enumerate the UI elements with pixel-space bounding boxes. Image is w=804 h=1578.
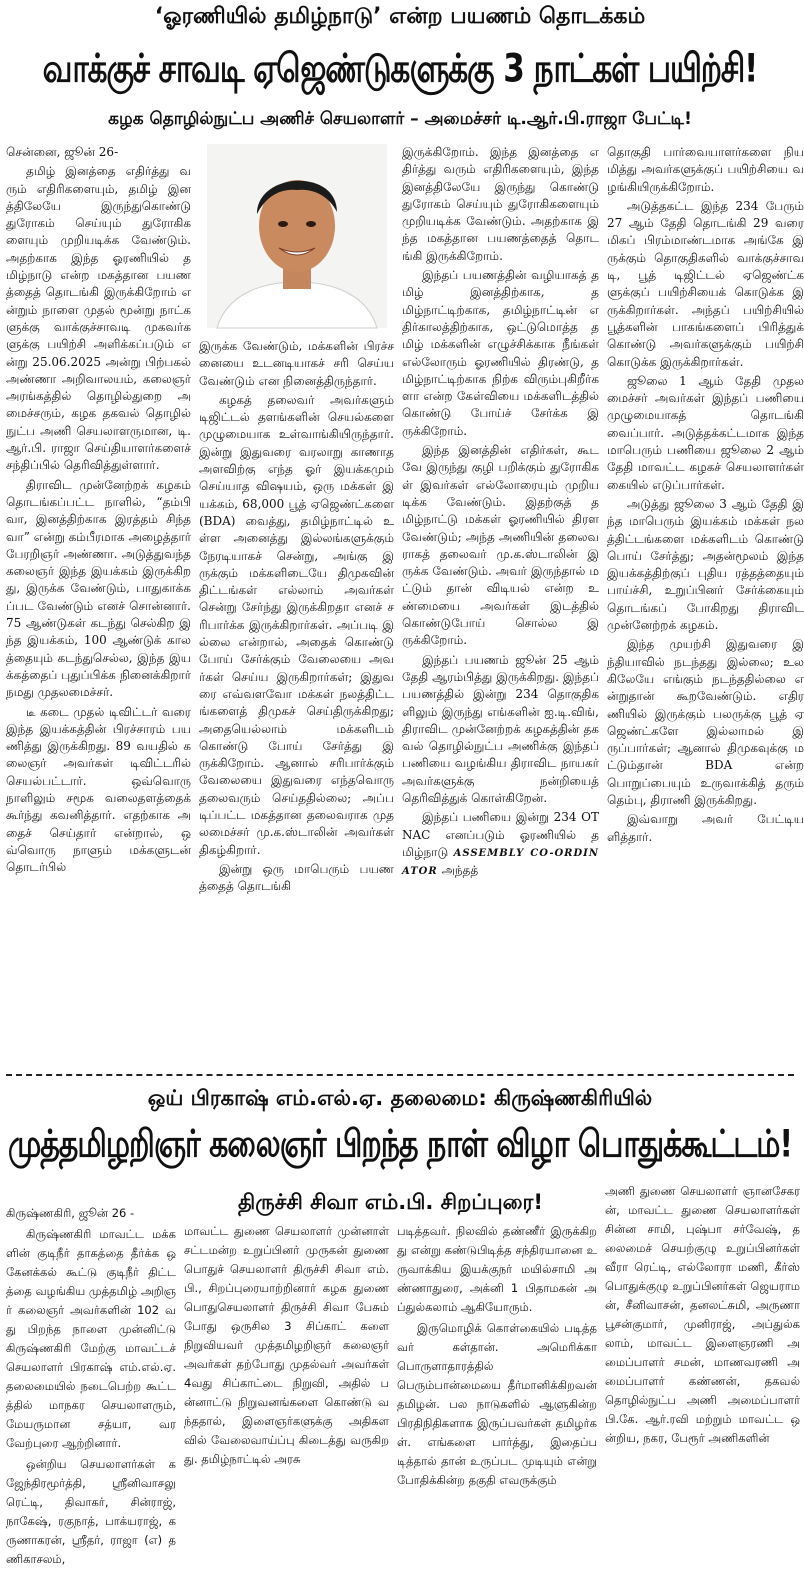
paragraph-text: இந்தப் பணியை இன்று 234 OTNAC எனப்படும் ஓரணியில் தமிழ்நாடு xyxy=(402,810,599,859)
paragraph: இந்தப் பயணம் ஜூன் 25 ஆம் தேதி ஆரம்பித்து இருக்கிறது. இந்தப் பயணத்தில் இன்று 234 தொகுதிகளிலும் இருந்து எங்களின் ஐ.டி.விங், திராவிட முன்னேற்றக் கழகத்தின் தகவல் தொழில்நுட்ப அணிக்கு இந்தப் பணியை வழங்கிய திராவிட நாயகர் அவர்களுக்கு நன்றியைத் தெரிவித்துக் கொள்கிறேன். xyxy=(402,652,599,805)
paragraph: கிருஷ்ணகிரி மாவட்ட மக்களின் குடிநீர் தாகத்தை தீர்க்க ஒகேனக்கல் கூட்டு குடிநீர் திட்டத்தை வழங்கிய முத்தமிழ் அறிஞர் கலைஞர் அவர்களின் 102 வது பிறந்த நாளை முன்னிட்டு கிருஷ்ணகிரி மேற்கு மாவட்டச் செயலாளர் பிரகாஷ் எம்.எல்.ஏ. தலைமையில் நடைபெற்ற கூட்டத்தில் மாநகர செயலாளரும், மேயருமான சத்யா, வரவேற்புரை ஆற்றினார். xyxy=(6,1227,176,1450)
article2-column-2 xyxy=(184,1222,389,1492)
paragraph-tail: அந்தத் xyxy=(441,863,479,878)
article2-column-3 xyxy=(397,1222,597,1492)
article1-column-3 xyxy=(402,144,599,1066)
article1-column-2 xyxy=(199,144,394,1066)
paragraph: இந்த முயற்சி இதுவரை இந்தியாவில் நடந்தது இல்லை; உலகிலேயே எங்கும் நடந்ததில்லை என்றுதான் கூறவேண்டும். எதிரணியில் இருக்கும் பலருக்கு பூத் ஏஜெண்ட்களே இல்லாமல் இருப்பார்கள்; ஆனால் திமுகவுக்கு மட்டும்தான் BDA என்ற பொறுப்பையும் உருவாக்கித் தரும் தெம்பு, திராணி இருக்கிறது. xyxy=(607,637,804,807)
paragraph: அடுத்தகட்ட இந்த 234 பேரும் 27 ஆம் தேதி தொடங்கி 29 வரை மிகப் பிரம்மாண்டமாக அங்கே இருக்கும் தொகுதிகளில் வாக்குச்சாவடி, பூத் டிஜிட்டல் ஏஜெண்ட்களுக்குப் பயிற்சியைக் கொடுக்க இருக்கிறார்கள். அந்தப் பயிற்சியில் பூத்களின் பாகங்களைப் பிரித்துக் கொண்டு அவர்களுக்கும் பயிற்சி கொடுக்க இருக்கிறார்கள். xyxy=(607,198,804,369)
article2-middle xyxy=(184,1182,597,1571)
paragraph: கழகத் தலைவர் அவர்களும் டிஜிட்டல் தளங்களின் செயல்களை முழுமையாக உள்வாங்கியிருந்தார். இன்று இதுவரை வரலாறு காணாத அளவிற்கு எந்த ஓர் இயக்கமும் செய்யாத விஷயம், ஒரு மக்கள் இயக்கம், 68,000 பூத் ஏஜெண்ட்களை (BDA) வைத்து, தமிழ்நாட்டில் உள்ள அனைத்து இல்லங்களுக்கும் நேரடியாகச் சென்று, அங்கு இருக்கும் மக்களிடையே திமுகவின் திட்டங்கள் எல்லாம் அவர்கள் சென்று சேர்ந்து இருக்கிறதா எனச் சரிபார்க்க இருக்கிறார்கள். அப்படி இல்லை என்றால், அதைக் கொண்டு போய் சேர்க்கும் வேலையை அவர்கள் செய்ய இருகிறார்கள்; இதுவரை எவ்வளவோ மக்கள் நலத்திட்டங்களைத் திமுகச் செய்திருக்கிறது; அதையெல்லாம் மக்களிடம் கொண்டு போய் சேர்த்து இருக்கிறோம். ஆனால் சரிபார்க்கும் வேலையை இதுவரை எந்தவொரு தலைவரும் செய்ததில்லை; அப்படிப்பட்ட மகத்தான தலைவராக முதலமைச்சர் மு.க.ஸ்டாலின் அவர்கள் திகழ்கிறார். xyxy=(199,392,394,857)
paragraph: இந்தப் பயணத்தின் வழியாகத் தமிழ் இனத்திற்காக, தமிழ்நாட்டிற்காக, தமிழ்நாட்டின் எதிர்காலத்திற்காக, ஒட்டுமொத்த தமிழ் மக்களின் எழுச்சிக்காக நீங்கள் எல்லோரும் ஓரணியில் திரண்டு, தமிழ்நாட்டிற்காக நிற்க விரும்புகிறீர்களா என்ற கேள்வியை மக்களிடத்தில் கொண்டு போய்ச் சேர்க்க இருக்கிறோம். xyxy=(402,268,599,438)
paragraph: திராவிட முன்னேற்றக் கழகம் தொடங்கப்பட்ட நாளில், “தம்பி வா, இனத்திற்காக இரத்தம் சிந்த வா” என்று கம்பீரமாக அழைத்தார் பேரறிஞர் அண்ணா. அடுத்துவந்த கலைஞர் இந்த இயக்கம் இருக்கிறது, இருக்க வேண்டும், பாதுகாக்கப்பட வேண்டும் எனச் சொன்னார். 75 ஆண்டுகள் கடந்து செல்கிற இந்த இயக்கம், 100 ஆண்டுக் காலத்தையும் கடந்துசெல்ல, இந்த இயக்கத்தைப் புதுப்பிக்க நினைக்கிறார் நமது முதலமைச்சர். xyxy=(6,477,191,700)
paragraph: இருமொழிக் கொள்கையில் படித்தவர் கள்தான். அமெரிக்கா பொருளாதாரத்தில் பெரும்பான்மையை தீர்மானிக்கிறவன் தமிழன். பல நாடுகளில் ஆளுகின்ற பிரதிநிதிகளாக இருப்பவர்கள் தமிழர்கள். எங்களை பார்த்து, இதைப்படித்தால் தான் உருப்பட முடியும் என்று போதிக்கின்ற தகுதி எவருக்கும் xyxy=(397,1321,597,1487)
paragraph: இந்த இனத்தின் எதிர்கள், கூடவே இருந்து குழி பறிக்கும் துரோகிகள் இவர்கள் எல்லோரையும் முறியடிக்க வேண்டும். இதற்குத் தமிழ்நாட்டு மக்கள் ஓரணியில் திரள வேண்டும்; அந்த அணியின் தலைவராகத் தலைவர் மு.க.ஸ்டாலின் இருக்க வேண்டும். அவர் இருந்தால் மட்டும் தான் விடியல் என்ற உண்மையை அவர்கள் இடத்தில் கொண்டுபோய் சொல்ல இருக்கிறோம். xyxy=(402,443,599,648)
paragraph: அணி துணை செயலாளர் ஞானசேகரன், மாவட்ட துணை செயலாளர்கள் சின்ன சாமி, புஷ்பா சர்வேஷ், தலைமைச் செயற்குழு உறுப்பினர்கள் வீரா ரெட்டி, எல்லோரா மணி, கீர்ஸ் பொதுக்குழு உறுப்பினர்கள் ஜெயராமன், சீனிவாசன், தனலட்சுமி, அருணா பூசன்குமார், முனிராஜ், அப்துல்கலாம், மாவட்ட இளைஞரணி அமைப்பாளர் சமன், மாணவரணி அமைப்பாளர் கண்ணன், தகவல் தொழில்நுட்ப அணி அமைப்பாளர் பி.கே. ஆர்.ரவி மற்றும் மாவட்ட ஒன்றிய, நகர, பேரூர் அணிகளின் xyxy=(605,1184,800,1445)
article-divider xyxy=(6,1074,794,1076)
article1-subhead: கழக தொழில்நுட்ப அணிச் செயலாளர் – அமைச்சர் டி.ஆர்.பி.ராஜா பேட்டி! xyxy=(108,109,692,129)
article2-kicker: ஒய் பிரகாஷ் எம்.எல்.ஏ. தலைமை: கிருஷ்ணகிரியில் xyxy=(147,1086,653,1110)
paragraph: இருக்க வேண்டும், மக்களின் பிரச்சனையை உடனடியாகச் சரி செய்ய வேண்டும் என நினைத்திருந்தார். xyxy=(199,339,394,388)
paragraph: இருக்கிறோம். இந்த இனத்தை எதிர்த்து வரும் எதிரிகளையும், இந்த இனத்திலேயே இருந்து கொண்டு துரோகம் செய்யும் துரோகிகளையும் முறியடிக்க வேண்டும். அதற்காக இந்த மகத்தான பயணத்தைத் தொடங்கி இருக்கிறோம். xyxy=(402,145,599,263)
article2-subhead: திருச்சி சிவா எம்.பி. சிறப்புரை! xyxy=(238,1190,543,1214)
paragraph: தமிழ் இனத்தை எதிர்த்து வரும் எதிரிகளையும், தமிழ் இனத்திலேயே இருந்துகொண்டு துரோகம் செய்யும் துரோகிகளையும் முறியடிக்க வேண்டும். அதற்காக இந்த ஓரணியில் தமிழ்நாடு என்ற மகத்தான பயணத்தைத் தொடங்கி இருக்கிறோம் என்றும் நாளை முதல் மூன்று நாட்களுக்கு வாக்குச்சாவடி முகவர்களுக்கு பயிற்சி அளிக்கப்படும் என்று 25.06.2025 அன்று பிற்பகல் அண்ணா அறிவாலயம், கலைஞர் அரங்கத்தில் தொழில்துறை அமைச்சரும், கழக தகவல் தொழில் நுட்ப அணி செயலாளருமான, டி.ஆர்.பி. ராஜா செய்தியாளர்களைச் சந்திப்பில் தெரிவித்துள்ளார். xyxy=(6,164,191,473)
paragraph: இன்று ஒரு மாபெரும் பயணத்தைத் தொடங்கி xyxy=(199,861,394,894)
article2-column-4 xyxy=(605,1182,800,1571)
article1-body xyxy=(6,144,804,1066)
dateline: கிருஷ்ணகிரி, ஜூன் 26 - xyxy=(6,1206,135,1220)
article2-column-1 xyxy=(6,1182,176,1571)
paragraph: படித்தவர். நிலவில் தண்ணீர் இருக்கிறது என்று கண்டுபிடித்த சந்திரயானை உருவாக்கிய இயக்குநர் மயில்சாமி அண்ணாதுரை, அக்னி 1 பிதாமகன் அப்துல்கலாம் ஆகியோரும். xyxy=(397,1224,597,1314)
dateline: சென்னை, ஜூன் 26- xyxy=(6,145,119,159)
paragraph: அடுத்து ஜூலை 3 ஆம் தேதி இந்த மாபெரும் இயக்கம் மக்கள் நலத்திட்டங்களை மக்களிடம் கொண்டு பொய் சேர்த்து; அதன்மூலம் இந்த இயக்கத்திற்குப் புதிய ரத்தத்தையும் பாய்ச்சி, உறுப்பினர் சேர்க்கையும் தொடங்கப் போகிறது திராவிட முன்னேற்றக் கழகம். xyxy=(607,496,804,633)
paragraph: இவ்வாறு அவர் பேட்டியளித்தார். xyxy=(607,812,804,844)
paragraph: ஒன்றிய செயலாளர்கள் கஜேந்திரமூர்த்தி, ஸ்ரீனிவாசலு ரெட்டி, திவாகர், சின்ராஜ், நாகேஷ், ரகுநாத், பாக்யராஜ், கருணாகரன், ஸ்ரீதர், ராஜா (எ) தணிகாசலம், xyxy=(6,1457,176,1566)
minister-portrait-photo xyxy=(207,144,387,328)
article2-middle-columns xyxy=(184,1222,597,1492)
paragraph xyxy=(402,809,599,880)
article2-body xyxy=(6,1182,800,1566)
paragraph: மாவட்ட துணை செயலாளர் முன்னாள் சட்டமன்ற உறுப்பினர் முருகன் துணை பொதுச் செயலாளர் திருச்சி சிவா எம்.பி., சிறப்புரையாற்றினார் கழக துணை பொதுசெயலாளர் திருச்சி சிவா பேசும் போது ஒருசில 3 சிப்காட் களை நிறுவியவர் முத்தமிழறிஞர் கலைஞர் அவர்கள் தற்போது முதல்வர் அவர்கள் 4வது சிப்காட்டை நிறுவி, அதில் பன்னாட்டு நிறுவனங்களை கொண்டு வந்ததால், இளைஞர்களுக்கு அதிகள வில் வேலைவாய்ப்பு கிடைத்து வருகிறது. தமிழ்நாட்டில் அரசு xyxy=(184,1224,389,1466)
article1-column-1 xyxy=(6,144,191,1066)
english-term: ASSEMBLY CO-ORDINATOR xyxy=(402,847,599,878)
paragraph: ஜூலை 1 ஆம் தேதி முதலமைச்சர் அவர்கள் இந்தப் பணியை முழுமையாகத் தொடங்கி வைப்பார். அடுத்தக்கட்டமாக இந்த மாபெரும் பணியை ஜூலை 2 ஆம் தேதி மாவட்ட கழகச் செயலாளர்கள் கையில் எடுப்பார்கள். xyxy=(607,373,804,492)
article1-headline: வாக்குச் சாவடி ஏஜெண்டுகளுக்கு 3 நாட்கள் பயிற்சி! xyxy=(42,46,758,92)
paragraph: தொகுதி பார்வையாளர்களை நியமித்து அவர்களுக்குப் பயிற்சியை வழங்கியிருக்கிறோம். xyxy=(607,145,804,194)
article2-headline: முத்தமிழறிஞர் கலைஞர் பிறந்த நாள் விழா பொதுக்கூட்டம்! xyxy=(7,1122,793,1167)
paragraph: டீ கடை முதல் டிவிட்டர் வரை இந்த இயக்கத்தின் பிரச்சாரம் பயணித்து இருக்கிறது. 89 வயதில் கலைஞர் அவர்கள் டிவிட்டரில் செயல்பட்டார். ஒவ்வொரு நாளிலும் சமூக வலைதளத்தைக் கூர்ந்து கவனித்தார். எதற்காக அதைச் செய்தார் என்றால், ஒவ்வொரு நாளும் மக்களுடன் தொடர்பில் xyxy=(6,704,191,875)
article1-kicker: ‘ஓரணியில் தமிழ்நாடு’ என்ற பயணம் தொடக்கம் xyxy=(154,4,646,29)
article1-column-4 xyxy=(607,144,804,1066)
